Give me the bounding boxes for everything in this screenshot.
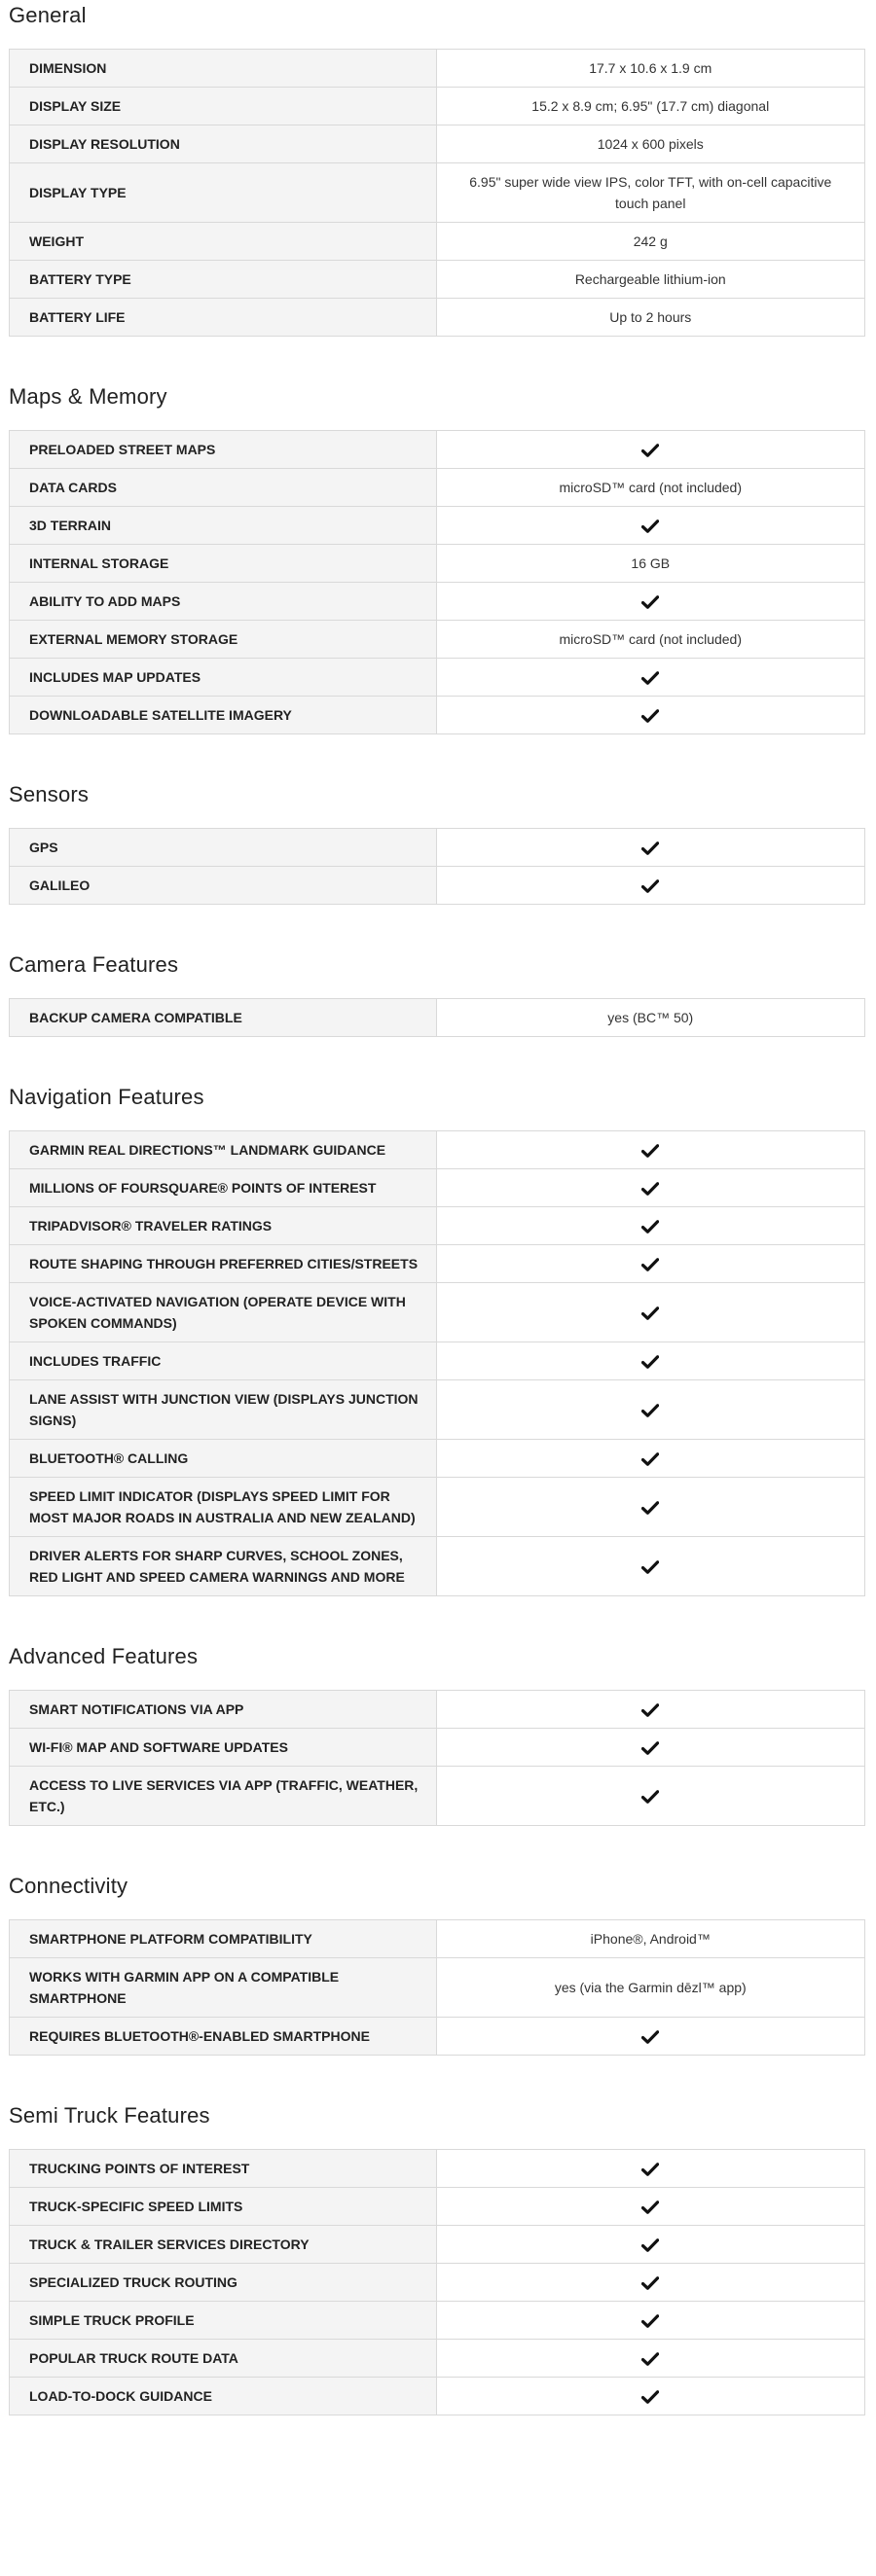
checkmark-icon <box>641 2276 659 2290</box>
spec-row <box>10 1729 865 1767</box>
spec-value: Up to 2 hours <box>436 299 865 337</box>
checkmark-icon <box>641 1258 659 1271</box>
spec-row <box>10 583 865 621</box>
spec-value: 242 g <box>436 223 865 261</box>
spec-row <box>10 545 865 583</box>
spec-value <box>436 1342 864 1380</box>
spec-value <box>436 2150 864 2188</box>
spec-value <box>436 1169 864 1207</box>
spec-value: 15.2 x 8.9 cm; 6.95" (17.7 cm) diagonal <box>436 88 865 125</box>
spec-label: PRELOADED STREET MAPS <box>10 431 437 469</box>
spec-value <box>436 2340 864 2378</box>
spec-label: WI-FI® MAP AND SOFTWARE UPDATES <box>10 1729 437 1767</box>
spec-value <box>436 1207 864 1245</box>
spec-label: BLUETOOTH® CALLING <box>10 1440 437 1478</box>
checkmark-icon <box>641 2238 659 2252</box>
spec-label: SMART NOTIFICATIONS VIA APP <box>10 1691 437 1729</box>
spec-label: SMARTPHONE PLATFORM COMPATIBILITY <box>10 1920 437 1958</box>
checkmark-icon <box>641 1355 659 1369</box>
spec-row <box>10 1440 865 1478</box>
spec-value <box>436 2018 864 2056</box>
spec-row <box>10 1958 865 2018</box>
spec-label: VOICE-ACTIVATED NAVIGATION (OPERATE DEVICE WITH SPOKEN COMMANDS) <box>10 1283 437 1342</box>
spec-value <box>436 2302 864 2340</box>
spec-table <box>9 2149 865 2415</box>
spec-row <box>10 163 865 223</box>
section-title: Connectivity <box>9 1874 128 1898</box>
spec-label: GPS <box>10 829 437 867</box>
spec-label: TRUCKING POINTS OF INTEREST <box>10 2150 437 2188</box>
spec-label: ABILITY TO ADD MAPS <box>10 583 437 621</box>
spec-value: 1024 x 600 pixels <box>436 125 865 163</box>
spec-row <box>10 2340 865 2378</box>
spec-row <box>10 1342 865 1380</box>
spec-value <box>436 867 864 905</box>
spec-label: TRUCK & TRAILER SERVICES DIRECTORY <box>10 2226 437 2264</box>
spec-label: GARMIN REAL DIRECTIONS™ LANDMARK GUIDANCE <box>10 1131 437 1169</box>
spec-row <box>10 2264 865 2302</box>
spec-label: LOAD-TO-DOCK GUIDANCE <box>10 2378 437 2415</box>
checkmark-icon <box>641 1404 659 1417</box>
spec-value <box>436 1691 864 1729</box>
spec-label: 3D TERRAIN <box>10 507 437 545</box>
spec-value <box>436 2226 864 2264</box>
checkmark-icon <box>641 2352 659 2366</box>
spec-label: ACCESS TO LIVE SERVICES VIA APP (TRAFFIC, WEATHER, ETC.) <box>10 1767 437 1826</box>
section-title: Advanced Features <box>9 1644 199 1668</box>
section-semi-truck-features <box>0 2102 876 2415</box>
spec-label: TRUCK-SPECIFIC SPEED LIMITS <box>10 2188 437 2226</box>
spec-row <box>10 431 865 469</box>
checkmark-icon <box>641 519 659 533</box>
spec-label: DIMENSION <box>10 50 437 88</box>
spec-label: GALILEO <box>10 867 437 905</box>
spec-value: Rechargeable lithium-ion <box>436 261 865 299</box>
checkmark-icon <box>641 1560 659 1574</box>
spec-value <box>436 1440 864 1478</box>
spec-value: yes (via the Garmin dēzl™ app) <box>436 1958 864 2018</box>
spec-label: DRIVER ALERTS FOR SHARP CURVES, SCHOOL ZONES, RED LIGHT AND SPEED CAMERA WARNINGS AND MORE <box>10 1537 437 1596</box>
spec-value <box>436 1478 864 1537</box>
spec-row <box>10 299 865 337</box>
spec-value: iPhone®, Android™ <box>436 1920 864 1958</box>
spec-value <box>436 829 864 867</box>
checkmark-icon <box>641 1220 659 1234</box>
spec-table <box>9 49 865 337</box>
spec-value <box>436 1729 864 1767</box>
spec-label: DISPLAY SIZE <box>10 88 437 125</box>
spec-row <box>10 1767 865 1826</box>
spec-value <box>436 431 864 469</box>
spec-row <box>10 1169 865 1207</box>
spec-row <box>10 1380 865 1440</box>
spec-row <box>10 2226 865 2264</box>
spec-value <box>436 2188 864 2226</box>
spec-label: DISPLAY TYPE <box>10 163 437 223</box>
spec-label: SPECIALIZED TRUCK ROUTING <box>10 2264 437 2302</box>
spec-row <box>10 125 865 163</box>
section-title: General <box>9 3 87 27</box>
spec-value <box>436 659 864 697</box>
checkmark-icon <box>641 2163 659 2176</box>
checkmark-icon <box>641 2390 659 2404</box>
checkmark-icon <box>641 2030 659 2044</box>
section-navigation-features <box>0 1084 876 1596</box>
spec-row <box>10 50 865 88</box>
spec-label: SPEED LIMIT INDICATOR (DISPLAYS SPEED LIMIT FOR MOST MAJOR ROADS IN AUSTRALIA AND NEW ZEALAND) <box>10 1478 437 1537</box>
spec-value: 6.95" super wide view IPS, color TFT, with on-cell capacitive touch panel <box>436 163 865 223</box>
spec-table <box>9 998 865 1037</box>
spec-label: LANE ASSIST WITH JUNCTION VIEW (DISPLAYS JUNCTION SIGNS) <box>10 1380 437 1440</box>
spec-table <box>9 430 865 734</box>
spec-table <box>9 1690 865 1826</box>
checkmark-icon <box>641 709 659 723</box>
spec-row <box>10 1478 865 1537</box>
spec-row <box>10 867 865 905</box>
spec-label: WEIGHT <box>10 223 437 261</box>
spec-value <box>436 1380 864 1440</box>
checkmark-icon <box>641 444 659 457</box>
spec-row <box>10 2150 865 2188</box>
spec-label: REQUIRES BLUETOOTH®-ENABLED SMARTPHONE <box>10 2018 437 2056</box>
spec-label: INCLUDES MAP UPDATES <box>10 659 437 697</box>
checkmark-icon <box>641 1452 659 1466</box>
checkmark-icon <box>641 595 659 609</box>
checkmark-icon <box>641 879 659 893</box>
section-title: Navigation Features <box>9 1085 204 1109</box>
spec-row <box>10 469 865 507</box>
spec-label: WORKS WITH GARMIN APP ON A COMPATIBLE SMARTPHONE <box>10 1958 437 2018</box>
spec-row <box>10 88 865 125</box>
checkmark-icon <box>641 1790 659 1804</box>
section-advanced-features <box>0 1643 876 1826</box>
spec-row <box>10 659 865 697</box>
spec-row <box>10 2302 865 2340</box>
checkmark-icon <box>641 1182 659 1196</box>
specs-page <box>0 2 876 2415</box>
spec-label: SIMPLE TRUCK PROFILE <box>10 2302 437 2340</box>
spec-row <box>10 829 865 867</box>
spec-value <box>436 2378 864 2415</box>
section-title: Maps & Memory <box>9 384 167 409</box>
section-title: Semi Truck Features <box>9 2103 210 2128</box>
spec-table <box>9 828 865 905</box>
spec-value: yes (BC™ 50) <box>436 999 864 1037</box>
section-camera-features <box>0 951 876 1037</box>
spec-row <box>10 1537 865 1596</box>
spec-value <box>436 2264 864 2302</box>
spec-row <box>10 697 865 734</box>
checkmark-icon <box>641 1741 659 1755</box>
section-maps-memory <box>0 383 876 734</box>
spec-value: microSD™ card (not included) <box>436 469 864 507</box>
spec-table <box>9 1919 865 2056</box>
spec-row <box>10 261 865 299</box>
spec-value <box>436 1537 864 1596</box>
checkmark-icon <box>641 1501 659 1515</box>
spec-table <box>9 1130 865 1596</box>
spec-row <box>10 223 865 261</box>
spec-row <box>10 1691 865 1729</box>
spec-row <box>10 1131 865 1169</box>
spec-value <box>436 1767 864 1826</box>
section-connectivity <box>0 1873 876 2056</box>
section-sensors <box>0 781 876 905</box>
spec-label: DATA CARDS <box>10 469 437 507</box>
checkmark-icon <box>641 1703 659 1717</box>
checkmark-icon <box>641 841 659 855</box>
spec-row <box>10 2018 865 2056</box>
checkmark-icon <box>641 1306 659 1320</box>
spec-label: BATTERY TYPE <box>10 261 437 299</box>
spec-label: BACKUP CAMERA COMPATIBLE <box>10 999 437 1037</box>
spec-row <box>10 1920 865 1958</box>
spec-label: EXTERNAL MEMORY STORAGE <box>10 621 437 659</box>
spec-label: ROUTE SHAPING THROUGH PREFERRED CITIES/STREETS <box>10 1245 437 1283</box>
spec-label: POPULAR TRUCK ROUTE DATA <box>10 2340 437 2378</box>
spec-row <box>10 2188 865 2226</box>
spec-value <box>436 583 864 621</box>
spec-label: TRIPADVISOR® TRAVELER RATINGS <box>10 1207 437 1245</box>
spec-row <box>10 2378 865 2415</box>
section-title: Sensors <box>9 782 90 806</box>
section-title: Camera Features <box>9 952 179 977</box>
spec-value <box>436 1245 864 1283</box>
spec-row <box>10 999 865 1037</box>
spec-value: 17.7 x 10.6 x 1.9 cm <box>436 50 865 88</box>
spec-label: BATTERY LIFE <box>10 299 437 337</box>
spec-value: 16 GB <box>436 545 864 583</box>
spec-value <box>436 697 864 734</box>
checkmark-icon <box>641 2314 659 2328</box>
spec-label: INCLUDES TRAFFIC <box>10 1342 437 1380</box>
checkmark-icon <box>641 1144 659 1158</box>
spec-row <box>10 621 865 659</box>
spec-label: DOWNLOADABLE SATELLITE IMAGERY <box>10 697 437 734</box>
spec-value <box>436 1131 864 1169</box>
spec-value: microSD™ card (not included) <box>436 621 864 659</box>
spec-label: INTERNAL STORAGE <box>10 545 437 583</box>
checkmark-icon <box>641 2200 659 2214</box>
spec-row <box>10 1207 865 1245</box>
spec-label: DISPLAY RESOLUTION <box>10 125 437 163</box>
spec-value <box>436 507 864 545</box>
spec-row <box>10 1283 865 1342</box>
spec-value <box>436 1283 864 1342</box>
section-general <box>0 2 876 337</box>
spec-label: MILLIONS OF FOURSQUARE® POINTS OF INTEREST <box>10 1169 437 1207</box>
spec-row <box>10 507 865 545</box>
spec-row <box>10 1245 865 1283</box>
checkmark-icon <box>641 671 659 685</box>
